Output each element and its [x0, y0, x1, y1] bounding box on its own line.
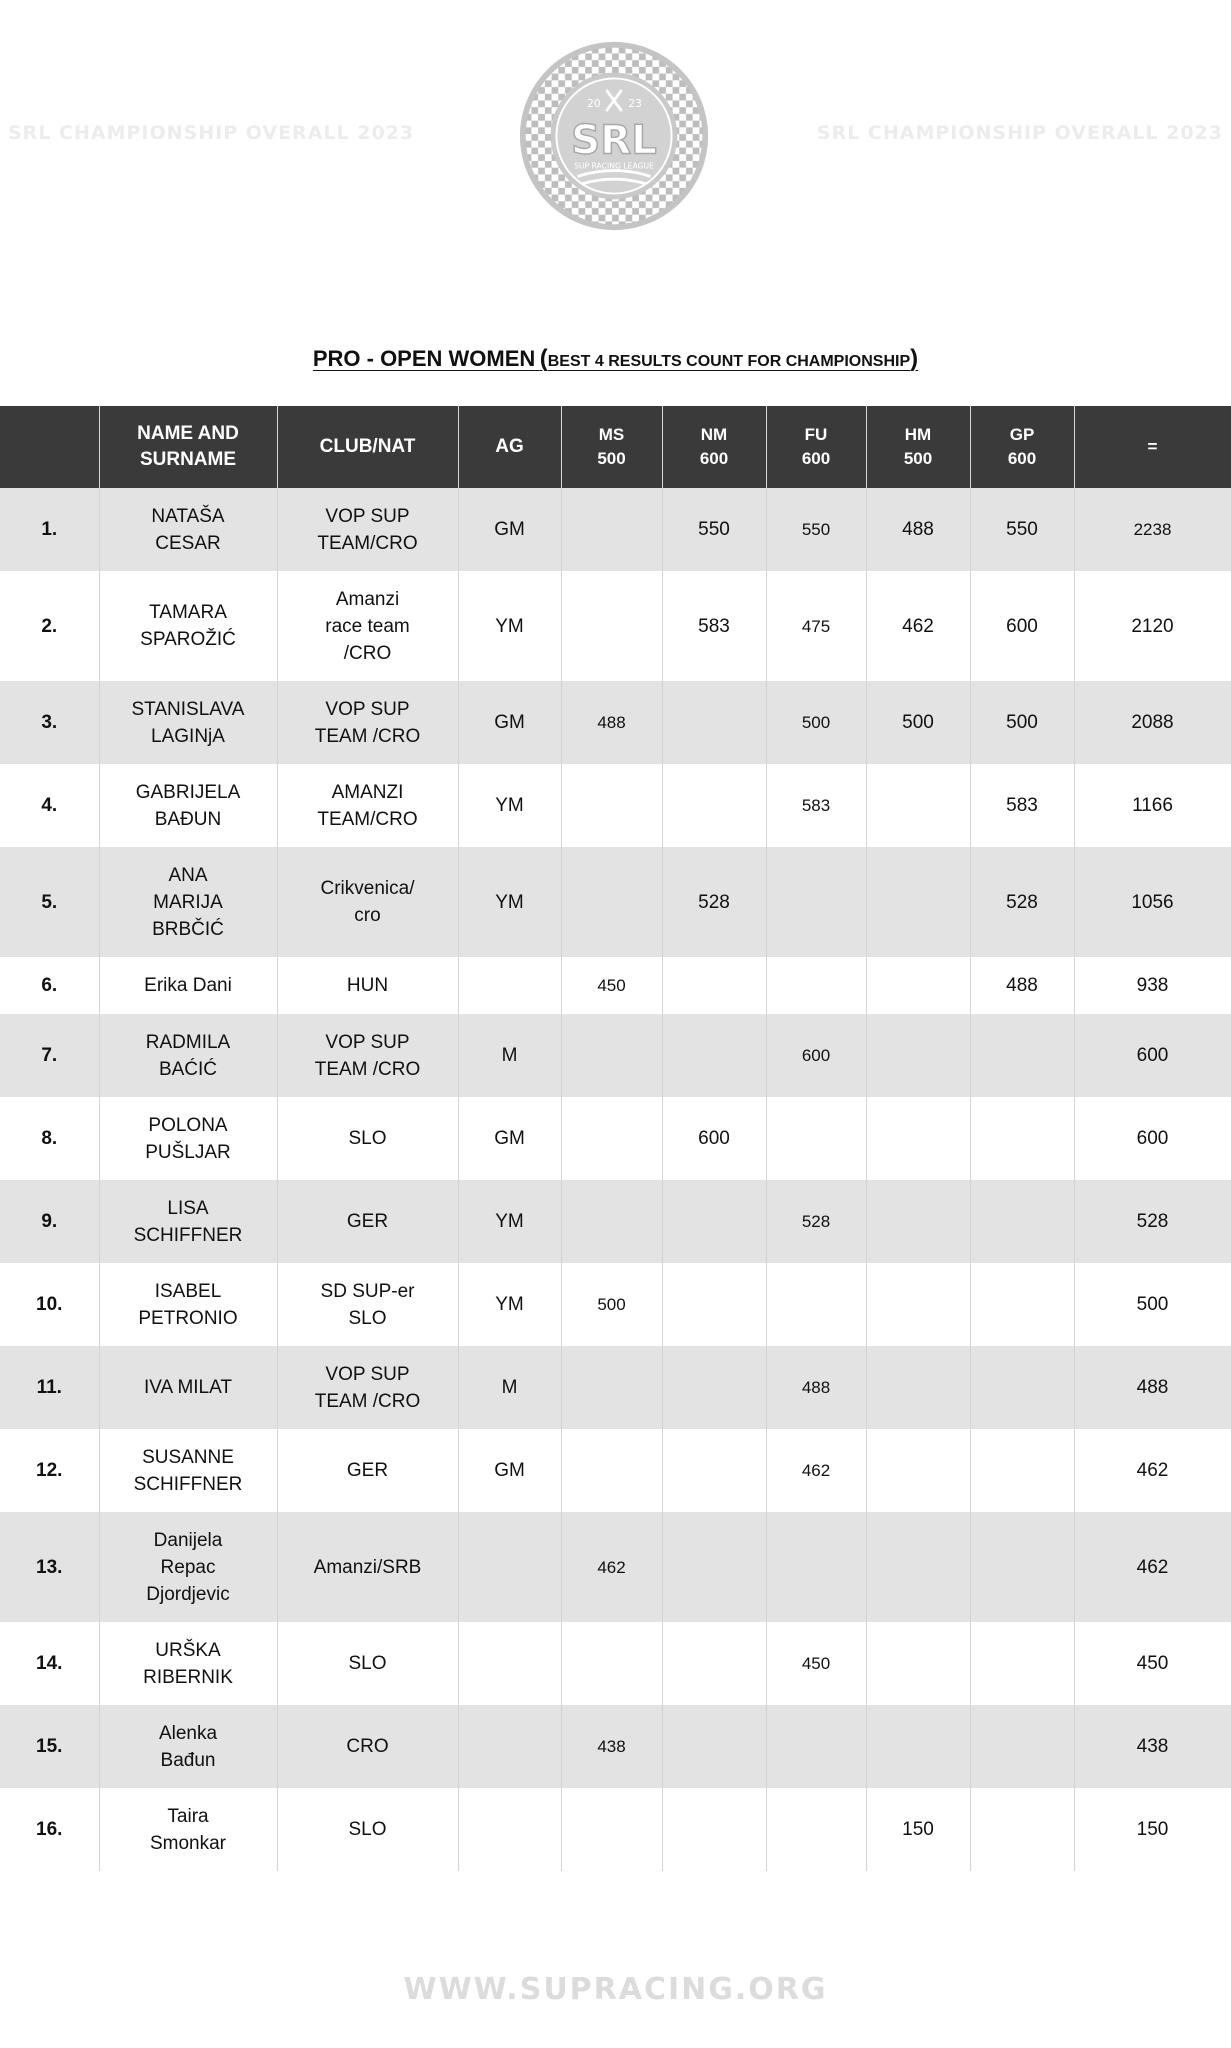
rank-cell: 15. [0, 1705, 99, 1788]
nm-score-cell [662, 1788, 766, 1871]
name-cell: ISABEL PETRONIO [99, 1263, 277, 1346]
rank-cell: 2. [0, 571, 99, 681]
col-header-rank [0, 406, 99, 488]
gp-score-cell: 500 [970, 681, 1074, 764]
ms-score-cell [561, 1014, 662, 1097]
rank-cell: 14. [0, 1622, 99, 1705]
ms-score-cell: 462 [561, 1512, 662, 1622]
age-group-cell: YM [458, 571, 561, 681]
rank-cell: 12. [0, 1429, 99, 1512]
name-cell: GABRIJELA BAĐUN [99, 764, 277, 847]
fu-score-cell [766, 1512, 866, 1622]
gp-score-cell: 488 [970, 957, 1074, 1014]
logo-initials: SRL [571, 116, 657, 164]
total-cell: 488 [1074, 1346, 1231, 1429]
hm-score-cell: 488 [866, 488, 970, 571]
fu-score-cell [766, 957, 866, 1014]
gp-score-cell: 528 [970, 847, 1074, 957]
title-subtitle: BEST 4 RESULTS COUNT FOR CHAMPIONSHIP [547, 353, 911, 370]
table-header-row [0, 406, 1231, 488]
nm-score-cell: 583 [662, 571, 766, 681]
logo-tagline: SUP RACING LEAGUE [573, 161, 655, 171]
gp-score-cell [970, 1788, 1074, 1871]
age-group-cell: M [458, 1014, 561, 1097]
results-table [0, 406, 1231, 1871]
nm-score-cell [662, 1705, 766, 1788]
club-cell: SLO [277, 1097, 458, 1180]
club-cell: SD SUP-er SLO [277, 1263, 458, 1346]
hm-score-cell [866, 847, 970, 957]
table-row [0, 488, 1231, 571]
name-cell: Danijela Repac Djordjevic [99, 1512, 277, 1622]
age-group-cell: M [458, 1346, 561, 1429]
club-cell: VOP SUP TEAM /CRO [277, 1014, 458, 1097]
age-group-cell: YM [458, 764, 561, 847]
total-cell: 528 [1074, 1180, 1231, 1263]
table-row [0, 571, 1231, 681]
table-row [0, 1429, 1231, 1512]
nm-score-cell [662, 681, 766, 764]
fu-score-cell: 500 [766, 681, 866, 764]
ms-score-cell: 438 [561, 1705, 662, 1788]
col-header-gp: GP 600 [970, 406, 1074, 488]
col-header-club: CLUB/NAT [277, 406, 458, 488]
nm-score-cell [662, 957, 766, 1014]
ms-score-cell [561, 1429, 662, 1512]
club-cell: VOP SUP TEAM /CRO [277, 1346, 458, 1429]
hm-score-cell [866, 1014, 970, 1097]
age-group-cell: GM [458, 488, 561, 571]
club-cell: GER [277, 1180, 458, 1263]
name-cell: Taira Smonkar [99, 1788, 277, 1871]
hm-score-cell [866, 1263, 970, 1346]
ms-score-cell: 488 [561, 681, 662, 764]
fu-score-cell [766, 1705, 866, 1788]
rank-cell: 11. [0, 1346, 99, 1429]
hm-score-cell [866, 1097, 970, 1180]
ms-score-cell [561, 1346, 662, 1429]
watermark-right: SRL CHAMPIONSHIP OVERALL 2023 [816, 122, 1223, 144]
gp-score-cell [970, 1705, 1074, 1788]
gp-score-cell [970, 1263, 1074, 1346]
age-group-cell [458, 1622, 561, 1705]
name-cell: ANA MARIJA BRBČIĆ [99, 847, 277, 957]
rank-cell: 9. [0, 1180, 99, 1263]
nm-score-cell [662, 1346, 766, 1429]
name-cell: SUSANNE SCHIFFNER [99, 1429, 277, 1512]
total-cell: 600 [1074, 1014, 1231, 1097]
nm-score-cell [662, 1263, 766, 1346]
rank-cell: 8. [0, 1097, 99, 1180]
nm-score-cell [662, 1622, 766, 1705]
club-cell: Amanzi race team /CRO [277, 571, 458, 681]
hm-score-cell [866, 1622, 970, 1705]
fu-score-cell: 488 [766, 1346, 866, 1429]
col-header-nm: NM 600 [662, 406, 766, 488]
rank-cell: 1. [0, 488, 99, 571]
nm-score-cell [662, 1512, 766, 1622]
rank-cell: 16. [0, 1788, 99, 1871]
col-header-name: NAME AND SURNAME [99, 406, 277, 488]
nm-score-cell [662, 1429, 766, 1512]
title-paren-open: ( [539, 345, 548, 372]
ms-score-cell [561, 764, 662, 847]
gp-score-cell: 550 [970, 488, 1074, 571]
fu-score-cell [766, 1097, 866, 1180]
name-cell: IVA MILAT [99, 1346, 277, 1429]
nm-score-cell [662, 1014, 766, 1097]
club-cell: HUN [277, 957, 458, 1014]
table-row [0, 957, 1231, 1014]
age-group-cell [458, 1788, 561, 1871]
fu-score-cell: 600 [766, 1014, 866, 1097]
logo-year-left: 20 [587, 98, 601, 111]
ms-score-cell [561, 1097, 662, 1180]
watermark-left: SRL CHAMPIONSHIP OVERALL 2023 [8, 122, 415, 144]
table-row [0, 1788, 1231, 1871]
gp-score-cell: 600 [970, 571, 1074, 681]
nm-score-cell [662, 764, 766, 847]
fu-score-cell: 475 [766, 571, 866, 681]
title-main: PRO - OPEN WOMEN [312, 346, 536, 371]
total-cell: 500 [1074, 1263, 1231, 1346]
total-cell: 450 [1074, 1622, 1231, 1705]
age-group-cell [458, 1705, 561, 1788]
total-cell: 438 [1074, 1705, 1231, 1788]
ms-score-cell [561, 847, 662, 957]
name-cell: POLONA PUŠLJAR [99, 1097, 277, 1180]
table-row [0, 1097, 1231, 1180]
fu-score-cell [766, 847, 866, 957]
gp-score-cell [970, 1346, 1074, 1429]
table-row [0, 1346, 1231, 1429]
fu-score-cell: 462 [766, 1429, 866, 1512]
hm-score-cell [866, 764, 970, 847]
table-row [0, 1263, 1231, 1346]
gp-score-cell: 583 [970, 764, 1074, 847]
gp-score-cell [970, 1097, 1074, 1180]
ms-score-cell [561, 1788, 662, 1871]
hm-score-cell [866, 1346, 970, 1429]
hm-score-cell [866, 957, 970, 1014]
nm-score-cell [662, 1180, 766, 1263]
ms-score-cell: 500 [561, 1263, 662, 1346]
ms-score-cell: 450 [561, 957, 662, 1014]
name-cell: STANISLAVA LAGINjA [99, 681, 277, 764]
srl-logo [518, 40, 710, 232]
total-cell: 600 [1074, 1097, 1231, 1180]
club-cell: CRO [277, 1705, 458, 1788]
age-group-cell: YM [458, 1180, 561, 1263]
table-row [0, 1705, 1231, 1788]
fu-score-cell: 583 [766, 764, 866, 847]
total-cell: 1056 [1074, 847, 1231, 957]
col-header-ms: MS 500 [561, 406, 662, 488]
total-cell: 2120 [1074, 571, 1231, 681]
col-header-total: = [1074, 406, 1231, 488]
gp-score-cell [970, 1180, 1074, 1263]
hm-score-cell [866, 1180, 970, 1263]
table-row [0, 764, 1231, 847]
name-cell: LISA SCHIFFNER [99, 1180, 277, 1263]
name-cell: TAMARA SPAROŽIĆ [99, 571, 277, 681]
nm-score-cell: 550 [662, 488, 766, 571]
name-cell: URŠKA RIBERNIK [99, 1622, 277, 1705]
footer-url: WWW.SUPRACING.ORG [403, 1972, 828, 2007]
table-row [0, 847, 1231, 957]
gp-score-cell [970, 1014, 1074, 1097]
club-cell: Crikvenica/ cro [277, 847, 458, 957]
ms-score-cell [561, 488, 662, 571]
total-cell: 1166 [1074, 764, 1231, 847]
total-cell: 938 [1074, 957, 1231, 1014]
club-cell: SLO [277, 1622, 458, 1705]
club-cell: AMANZI TEAM/CRO [277, 764, 458, 847]
rank-cell: 7. [0, 1014, 99, 1097]
rank-cell: 5. [0, 847, 99, 957]
gp-score-cell [970, 1622, 1074, 1705]
total-cell: 462 [1074, 1429, 1231, 1512]
total-cell: 2238 [1074, 488, 1231, 571]
age-group-cell: GM [458, 1097, 561, 1180]
gp-score-cell [970, 1429, 1074, 1512]
col-header-fu: FU 600 [766, 406, 866, 488]
ms-score-cell [561, 1180, 662, 1263]
gp-score-cell [970, 1512, 1074, 1622]
club-cell: VOP SUP TEAM /CRO [277, 681, 458, 764]
nm-score-cell: 528 [662, 847, 766, 957]
hm-score-cell [866, 1512, 970, 1622]
table-row [0, 1512, 1231, 1622]
rank-cell: 13. [0, 1512, 99, 1622]
total-cell: 150 [1074, 1788, 1231, 1871]
total-cell: 462 [1074, 1512, 1231, 1622]
rank-cell: 3. [0, 681, 99, 764]
hm-score-cell: 150 [866, 1788, 970, 1871]
age-group-cell: YM [458, 847, 561, 957]
club-cell: VOP SUP TEAM/CRO [277, 488, 458, 571]
header [0, 0, 1231, 270]
col-header-hm: HM 500 [866, 406, 970, 488]
rank-cell: 6. [0, 957, 99, 1014]
col-header-ag: AG [458, 406, 561, 488]
fu-score-cell [766, 1263, 866, 1346]
table-row [0, 1180, 1231, 1263]
age-group-cell [458, 957, 561, 1014]
fu-score-cell: 550 [766, 488, 866, 571]
fu-score-cell: 450 [766, 1622, 866, 1705]
age-group-cell: GM [458, 681, 561, 764]
name-cell: Alenka Bađun [99, 1705, 277, 1788]
ms-score-cell [561, 1622, 662, 1705]
rank-cell: 10. [0, 1263, 99, 1346]
page-title [0, 345, 1231, 373]
table-row [0, 681, 1231, 764]
hm-score-cell [866, 1705, 970, 1788]
total-cell: 2088 [1074, 681, 1231, 764]
fu-score-cell [766, 1788, 866, 1871]
name-cell: Erika Dani [99, 957, 277, 1014]
age-group-cell [458, 1512, 561, 1622]
table-row [0, 1014, 1231, 1097]
table-row [0, 1622, 1231, 1705]
hm-score-cell: 462 [866, 571, 970, 681]
hm-score-cell: 500 [866, 681, 970, 764]
name-cell: RADMILA BAĆIĆ [99, 1014, 277, 1097]
title-paren-close: ) [910, 345, 919, 372]
ms-score-cell [561, 571, 662, 681]
club-cell: Amanzi/SRB [277, 1512, 458, 1622]
hm-score-cell [866, 1429, 970, 1512]
age-group-cell: YM [458, 1263, 561, 1346]
club-cell: SLO [277, 1788, 458, 1871]
club-cell: GER [277, 1429, 458, 1512]
age-group-cell: GM [458, 1429, 561, 1512]
fu-score-cell: 528 [766, 1180, 866, 1263]
logo-year-right: 23 [628, 98, 642, 111]
nm-score-cell: 600 [662, 1097, 766, 1180]
name-cell: NATAŠA CESAR [99, 488, 277, 571]
rank-cell: 4. [0, 764, 99, 847]
